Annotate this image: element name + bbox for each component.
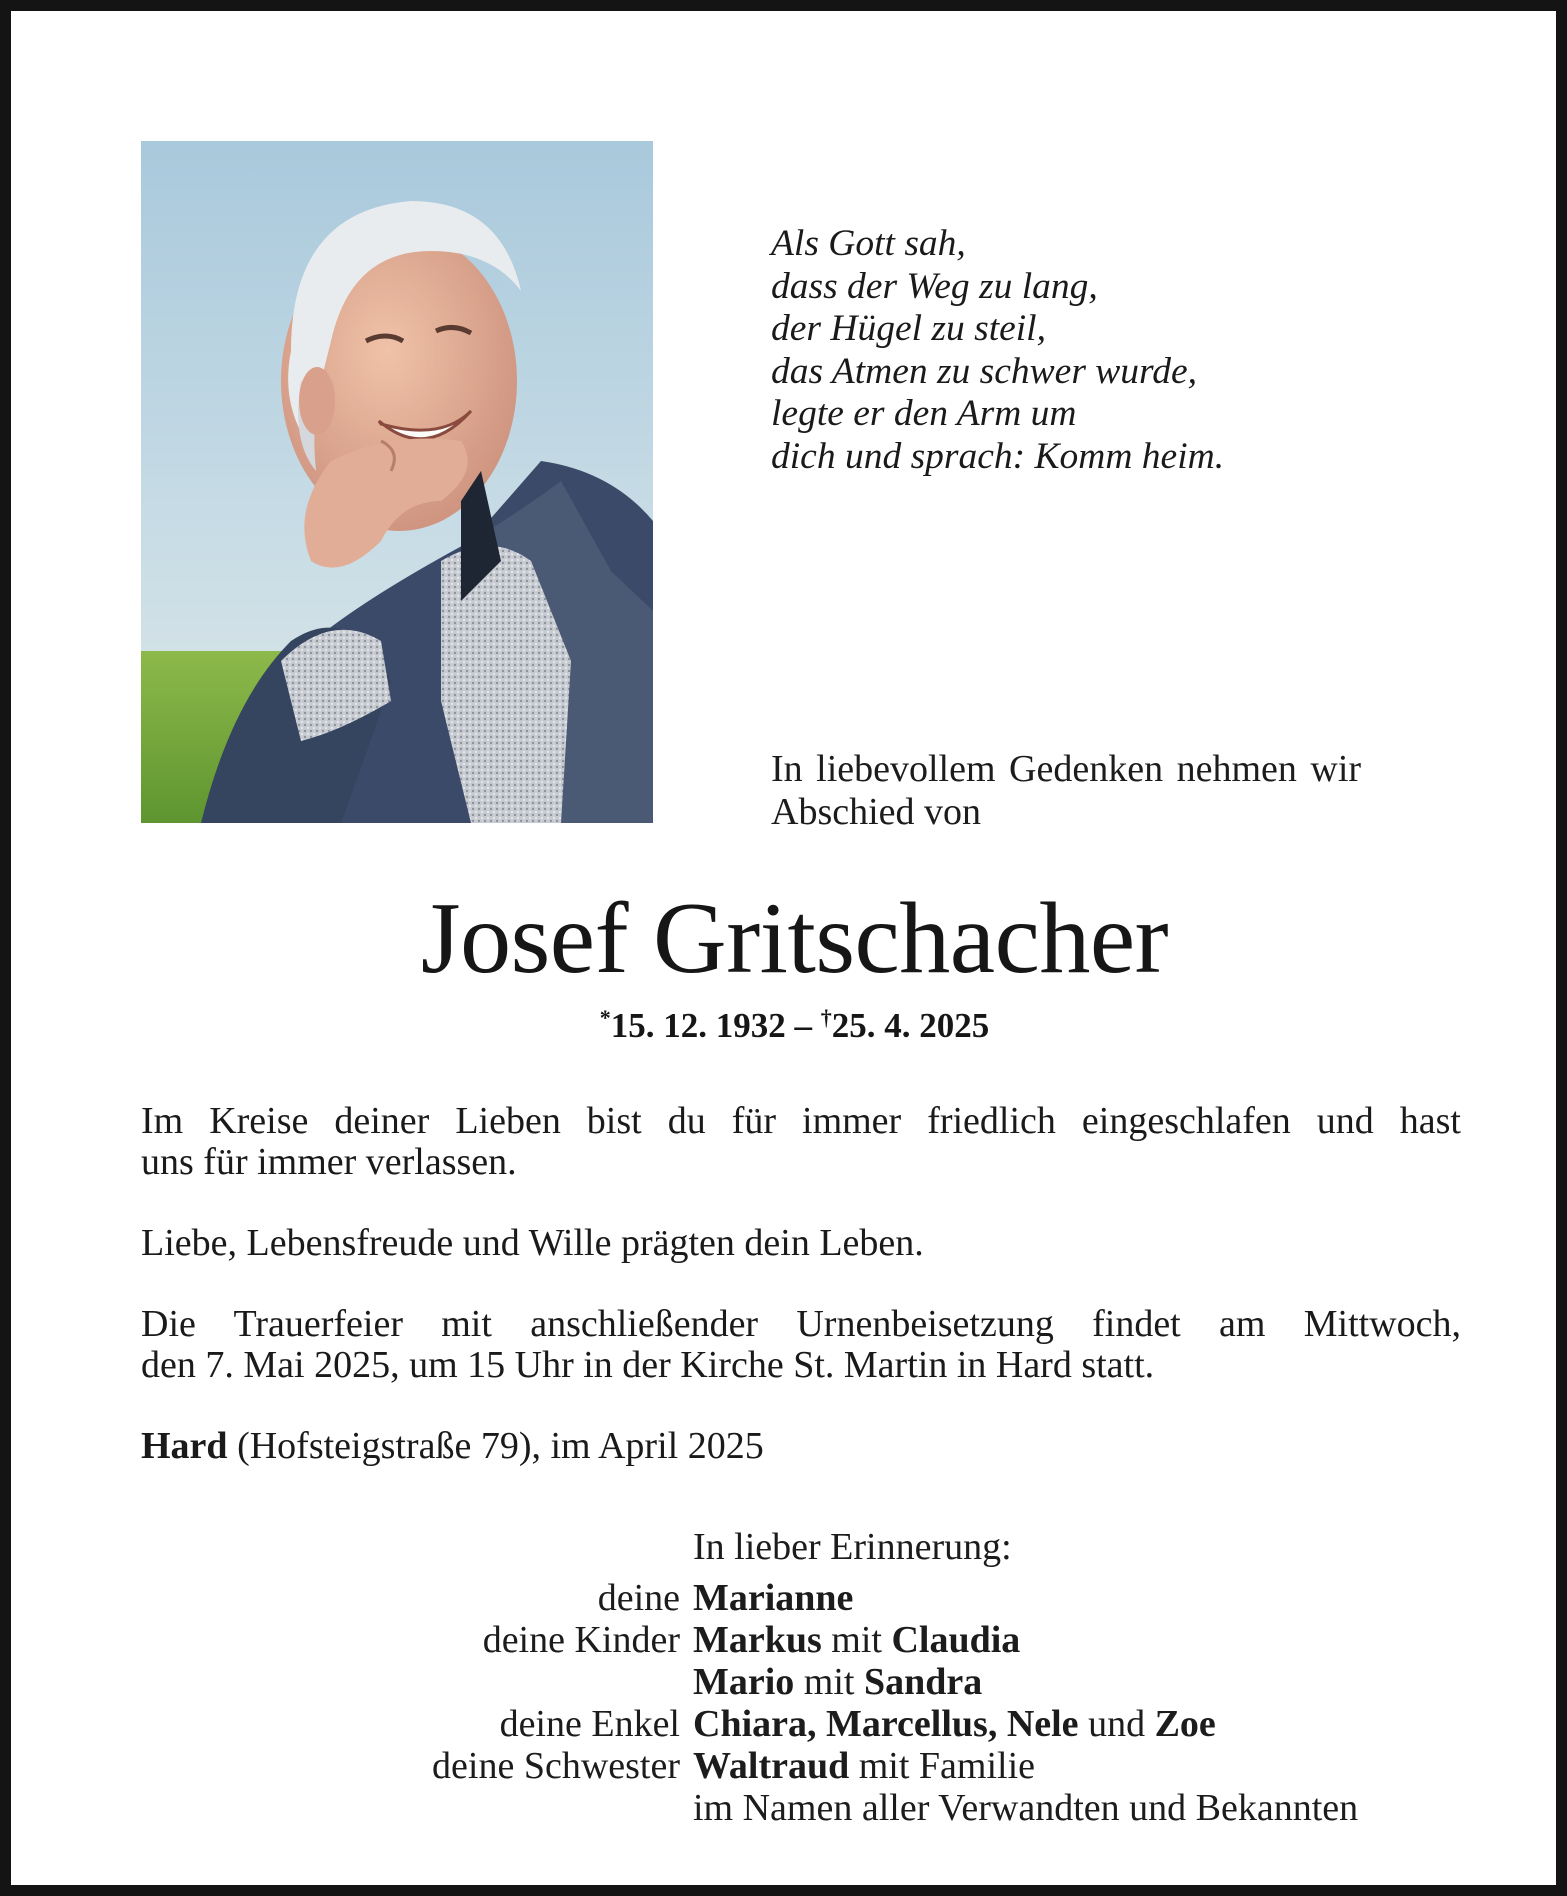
paragraph-line: den 7. Mai 2025, um 15 Uhr in der Kirche St. Martin in Hard statt. (141, 1344, 1155, 1386)
paragraph-line: Die Trauerfeier mit anschließender Urnenbeisetzung findet am Mittwoch, (141, 1303, 1461, 1345)
family-name: Marianne (693, 1577, 854, 1619)
poem-line: der Hügel zu steil, (771, 308, 1046, 349)
birth-symbol: * (599, 1005, 611, 1030)
poem-verse (771, 223, 1224, 478)
relation-names (693, 1619, 1020, 1661)
portrait-photo (141, 141, 653, 823)
place-details: (Hofsteigstraße 79), im April 2025 (227, 1425, 764, 1467)
connector: mit Familie (849, 1745, 1036, 1787)
relation-names (693, 1703, 1216, 1745)
death-date: 25. 4. 2025 (831, 1006, 990, 1045)
poem-line: legte er den Arm um (771, 393, 1077, 434)
relation-names (693, 1661, 982, 1703)
intro-line: In liebevollem Gedenken nehmen wir (771, 748, 1362, 790)
relation-names (693, 1745, 1035, 1787)
relation-label: deine (597, 1577, 680, 1619)
paragraph-line: Im Kreise deiner Lieben bist du für immer friedlich eingeschlafen und hast (141, 1100, 1461, 1142)
poem-line: dass der Weg zu lang, (771, 265, 1098, 307)
family-name: Markus (693, 1619, 822, 1661)
relation-label: deine Kinder (482, 1619, 680, 1661)
life-dates (11, 998, 1567, 1046)
poem-line: dich und sprach: Komm heim. (771, 435, 1225, 477)
family-name: Chiara, Marcellus, Nele (693, 1703, 1079, 1745)
connector: und (1078, 1703, 1155, 1745)
family-row (11, 1745, 1567, 1787)
paragraph: Liebe, Lebensfreude und Wille prägten dein Leben. (141, 1222, 924, 1264)
farewell-intro (771, 748, 1456, 834)
family-row (11, 1577, 1567, 1619)
family-name: Claudia (891, 1619, 1021, 1661)
intro-line: Abschied von (771, 791, 982, 833)
connector: mit (821, 1619, 892, 1661)
connector: mit (794, 1661, 864, 1703)
relation-names (693, 1577, 853, 1619)
paragraph-line: uns für immer verlassen. (141, 1141, 517, 1183)
portrait-illustration (141, 141, 653, 823)
family-row (11, 1619, 1567, 1661)
family-list (11, 1577, 1567, 1829)
obituary-text (141, 1101, 1461, 1467)
death-symbol: † (820, 1005, 832, 1030)
family-name: Waltraud (693, 1745, 850, 1787)
closing-line: im Namen aller Verwandten und Bekannten (693, 1787, 1359, 1829)
birth-date: 15. 12. 1932 (610, 1006, 786, 1045)
place-name: Hard (141, 1425, 228, 1467)
remembrance-heading: In lieber Erinnerung: (693, 1526, 1012, 1568)
date-separator: – (785, 1006, 821, 1045)
family-name: Zoe (1154, 1703, 1216, 1745)
family-row (11, 1661, 1567, 1703)
family-name: Mario (693, 1661, 795, 1703)
relation-label: deine Enkel (499, 1703, 680, 1745)
poem-line: Als Gott sah, (771, 223, 966, 264)
poem-line: das Atmen zu schwer wurde, (771, 350, 1198, 392)
family-row (11, 1703, 1567, 1745)
family-name: Sandra (863, 1661, 983, 1703)
deceased-name: Josef Gritschacher (420, 882, 1169, 995)
relation-label: deine Schwester (432, 1745, 680, 1787)
family-row (11, 1787, 1567, 1829)
place-date-line (141, 1426, 1461, 1467)
